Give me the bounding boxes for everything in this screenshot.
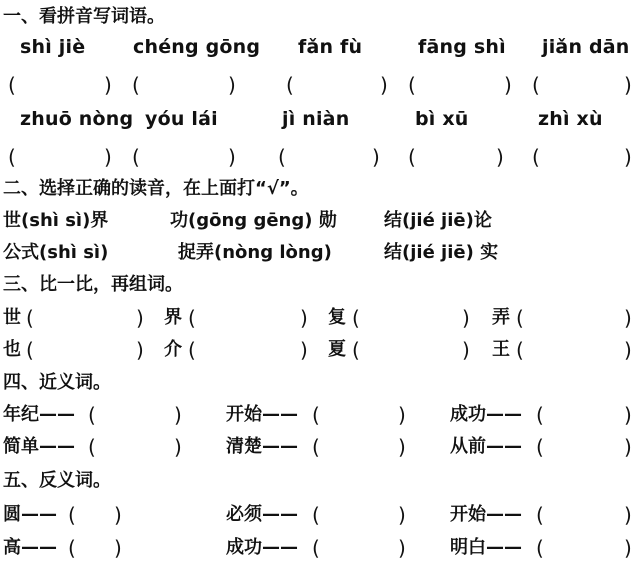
pinyin-item: fǎn fù xyxy=(298,36,363,58)
synonym-word: 成功—— xyxy=(450,404,522,425)
synonym-word: 简单—— xyxy=(3,436,75,457)
reading-choice-item: 结(jié jiē)论 xyxy=(384,210,492,231)
answer-box-open: ( xyxy=(312,435,320,459)
answer-box-open: ( xyxy=(26,338,34,362)
section-1-heading-row xyxy=(0,2,640,32)
answer-box-close: ) xyxy=(624,306,632,330)
pinyin-row-1 xyxy=(0,32,640,62)
antonym-word: 圆—— xyxy=(3,504,57,525)
answer-box-open: ( xyxy=(312,503,320,527)
synonym-word: 清楚—— xyxy=(226,436,298,457)
answer-box-close: ) xyxy=(372,145,380,169)
synonym-word: 年纪—— xyxy=(3,404,75,425)
answer-box-open: ( xyxy=(536,435,544,459)
answer-box-close: ) xyxy=(136,306,144,330)
answer-box-open: ( xyxy=(286,73,294,97)
answer-box-open: ( xyxy=(188,338,196,362)
answer-box-open: ( xyxy=(516,306,524,330)
compare-char: 也 xyxy=(3,339,21,360)
answer-box-close: ) xyxy=(398,503,406,527)
reading-choice-item: 世(shì sì)界 xyxy=(3,210,109,231)
answer-box-open: ( xyxy=(88,435,96,459)
reading-choice-item: 公式(shì sì) xyxy=(3,242,109,263)
answer-box-open: ( xyxy=(188,306,196,330)
section-1-heading: 一、看拼音写词语。 xyxy=(3,6,165,27)
answer-box-close: ) xyxy=(300,338,308,362)
answer-box-open: ( xyxy=(68,503,76,527)
antonym-word: 开始—— xyxy=(450,504,522,525)
answer-box-open: ( xyxy=(532,145,540,169)
answer-box-open: ( xyxy=(408,145,416,169)
answer-box-close: ) xyxy=(380,73,388,97)
pinyin-item: zhì xù xyxy=(538,108,603,130)
antonym-word: 高—— xyxy=(3,537,57,558)
answer-box-close: ) xyxy=(228,145,236,169)
answer-box-open: ( xyxy=(278,145,286,169)
answer-box-close: ) xyxy=(398,536,406,560)
answer-box-close: ) xyxy=(504,73,512,97)
answer-box-close: ) xyxy=(104,145,112,169)
answer-box-close: ) xyxy=(300,306,308,330)
answer-box-close: ) xyxy=(104,73,112,97)
answer-box-open: ( xyxy=(312,536,320,560)
compare-char: 复 xyxy=(328,307,346,328)
antonym-row-1 xyxy=(0,500,640,530)
answer-box-close: ) xyxy=(114,536,122,560)
reading-choice-item: 捉弄(nòng lòng) xyxy=(178,242,332,263)
section-4-heading: 四、近义词。 xyxy=(3,372,111,393)
synonym-row-1 xyxy=(0,400,640,430)
section-4-heading-row xyxy=(0,368,640,398)
pinyin-row-2 xyxy=(0,104,640,134)
compare-row-1 xyxy=(0,303,640,333)
antonym-word: 明白—— xyxy=(450,537,522,558)
synonym-word: 从前—— xyxy=(450,436,522,457)
answer-box-open: ( xyxy=(352,338,360,362)
section-5-heading: 五、反义词。 xyxy=(3,470,111,491)
answer-box-close: ) xyxy=(624,435,632,459)
answer-box-close: ) xyxy=(624,73,632,97)
pinyin-item: shì jiè xyxy=(20,36,86,58)
pinyin-item: zhuō nòng xyxy=(20,108,134,130)
answer-box-open: ( xyxy=(68,536,76,560)
answer-box-open: ( xyxy=(312,403,320,427)
section-3-heading-row xyxy=(0,270,640,300)
answer-box-close: ) xyxy=(496,145,504,169)
answer-box-open: ( xyxy=(132,145,140,169)
answer-box-open: ( xyxy=(536,503,544,527)
answer-box-close: ) xyxy=(624,503,632,527)
section-2-heading-row xyxy=(0,174,640,204)
answer-box-open: ( xyxy=(536,536,544,560)
synonym-word: 开始—— xyxy=(226,404,298,425)
answer-box-open: ( xyxy=(132,73,140,97)
compare-char: 界 xyxy=(164,307,182,328)
compare-row-2 xyxy=(0,335,640,365)
section-2-heading: 二、选择正确的读音，在上面打“√”。 xyxy=(3,178,309,199)
answer-box-open: ( xyxy=(8,73,16,97)
section-3-heading: 三、比一比，再组词。 xyxy=(3,274,183,295)
reading-choice-item: 结(jié jiē) 实 xyxy=(384,242,499,263)
answer-box-close: ) xyxy=(398,435,406,459)
answer-box-close: ) xyxy=(462,306,470,330)
answer-box-close: ) xyxy=(624,338,632,362)
pinyin-item: bì xū xyxy=(415,108,469,130)
answer-box-close: ) xyxy=(624,403,632,427)
reading-choice-row-1 xyxy=(0,206,640,236)
pinyin-item: jiǎn dān xyxy=(542,36,630,58)
answer-box-open: ( xyxy=(352,306,360,330)
answer-box-open: ( xyxy=(88,403,96,427)
pinyin-item: yóu lái xyxy=(145,108,218,130)
answer-box-open: ( xyxy=(26,306,34,330)
antonym-word: 必须—— xyxy=(226,504,298,525)
compare-char: 介 xyxy=(164,339,182,360)
compare-char: 王 xyxy=(492,339,510,360)
pinyin-item: jì niàn xyxy=(282,108,350,130)
answer-box-close: ) xyxy=(462,338,470,362)
answer-box-close: ) xyxy=(398,403,406,427)
answer-box-row-2 xyxy=(0,142,640,172)
section-5-heading-row xyxy=(0,466,640,496)
answer-box-open: ( xyxy=(408,73,416,97)
reading-choice-row-2 xyxy=(0,238,640,268)
pinyin-item: chéng gōng xyxy=(133,36,261,58)
compare-char: 弄 xyxy=(492,307,510,328)
antonym-row-2 xyxy=(0,533,640,563)
answer-box-close: ) xyxy=(624,145,632,169)
antonym-word: 成功—— xyxy=(226,537,298,558)
answer-box-open: ( xyxy=(8,145,16,169)
reading-choice-item: 功(gōng gēng) 勋 xyxy=(170,210,337,231)
answer-box-close: ) xyxy=(136,338,144,362)
compare-char: 世 xyxy=(3,307,21,328)
answer-box-close: ) xyxy=(624,536,632,560)
answer-box-row-1 xyxy=(0,70,640,100)
answer-box-open: ( xyxy=(532,73,540,97)
answer-box-open: ( xyxy=(536,403,544,427)
answer-box-close: ) xyxy=(228,73,236,97)
answer-box-close: ) xyxy=(174,435,182,459)
pinyin-item: fāng shì xyxy=(418,36,506,58)
answer-box-close: ) xyxy=(114,503,122,527)
answer-box-open: ( xyxy=(516,338,524,362)
compare-char: 夏 xyxy=(328,339,346,360)
synonym-row-2 xyxy=(0,432,640,462)
answer-box-close: ) xyxy=(174,403,182,427)
